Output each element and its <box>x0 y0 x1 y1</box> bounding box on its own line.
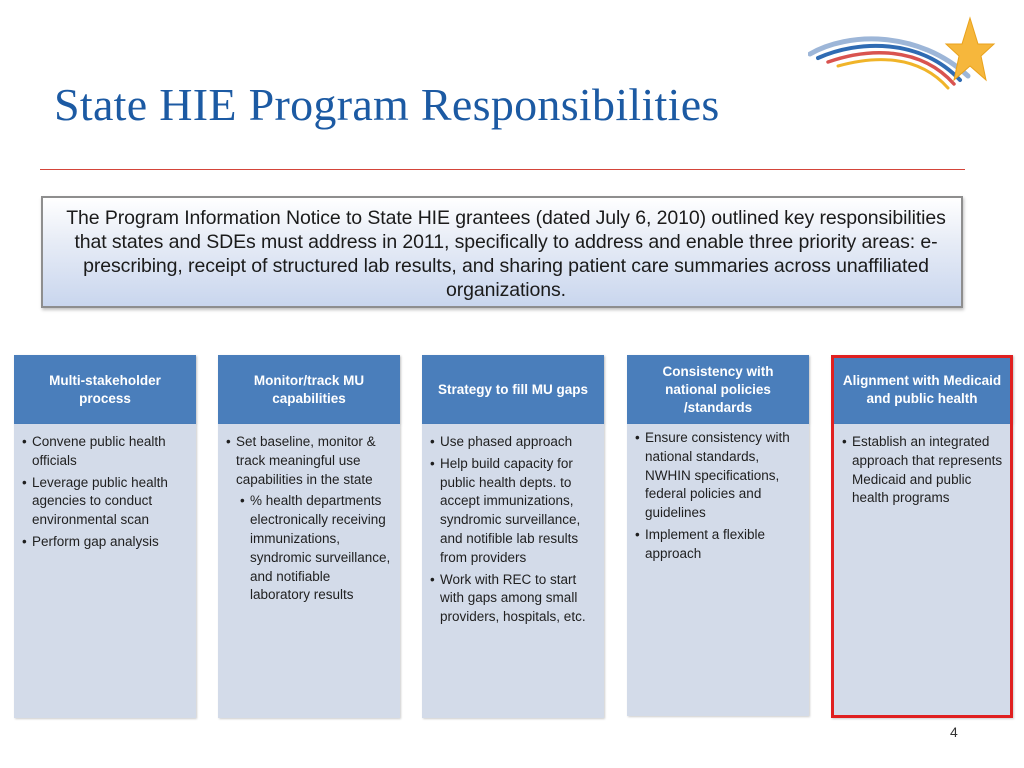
list-item: • Use phased approach <box>430 433 596 452</box>
sub-list-item: • % health departments electronically receiving immunizations, syndromic surveillance, and notifiable laboratory results <box>226 492 392 605</box>
highlight-frame <box>831 355 1013 718</box>
list-item: • Set baseline, monitor & track meaningful use capabilities in the state <box>226 433 392 489</box>
list-item: • Perform gap analysis <box>22 533 188 552</box>
bullet-list <box>635 429 801 564</box>
page-number: 4 <box>950 724 958 740</box>
column-body <box>627 424 809 716</box>
column-body <box>422 424 604 718</box>
column-heading-text: Multi-stakeholder process <box>49 372 161 406</box>
column-heading <box>14 355 196 424</box>
list-item: • Implement a flexible approach <box>635 526 801 564</box>
column-heading <box>422 355 604 424</box>
title-divider <box>40 169 965 170</box>
column-heading-text: Strategy to fill MU gaps <box>437 381 589 397</box>
column-heading-text: Monitor/track MU capabilities <box>253 372 365 406</box>
column-heading-text: Consistency with national policies /standards <box>662 363 774 415</box>
bullet-list <box>430 433 596 627</box>
list-item: • Ensure consistency with national standards, NWHIN specifications, federal policies and guidelines <box>635 429 801 523</box>
list-item: • Work with REC to start with gaps among small providers, hospitals, etc. <box>430 571 596 627</box>
column-body <box>14 424 196 718</box>
list-item: • Convene public health officials <box>22 433 188 471</box>
notice-text: The Program Information Notice to State HIE grantees (dated July 6, 2010) outlined key responsibilities that states and SDEs must address in 2011, specifically to address and enable three priority areas: e-prescribing, receipt of structured lab results, and sharing patient care summaries across unaffiliated organizations. <box>66 207 946 301</box>
notice-box <box>41 196 963 308</box>
column-body <box>218 424 400 718</box>
list-item: • Leverage public health agencies to conduct environmental scan <box>22 474 188 530</box>
column-heading-text: Alignment with Medicaid and public health <box>842 372 1002 406</box>
list-item: • Establish an integrated approach that represents Medicaid and public health programs <box>842 433 1005 508</box>
bullet-list <box>226 433 392 605</box>
list-item: • Help build capacity for public health depts. to accept immunizations, syndromic surveillance, and notifible lab results from providers <box>430 455 596 568</box>
slide-title: State HIE Program Responsibilities <box>54 79 720 130</box>
bullet-list <box>22 433 188 552</box>
swoosh-star-logo-icon <box>808 14 998 104</box>
column-heading <box>218 355 400 424</box>
column-heading <box>627 355 809 424</box>
